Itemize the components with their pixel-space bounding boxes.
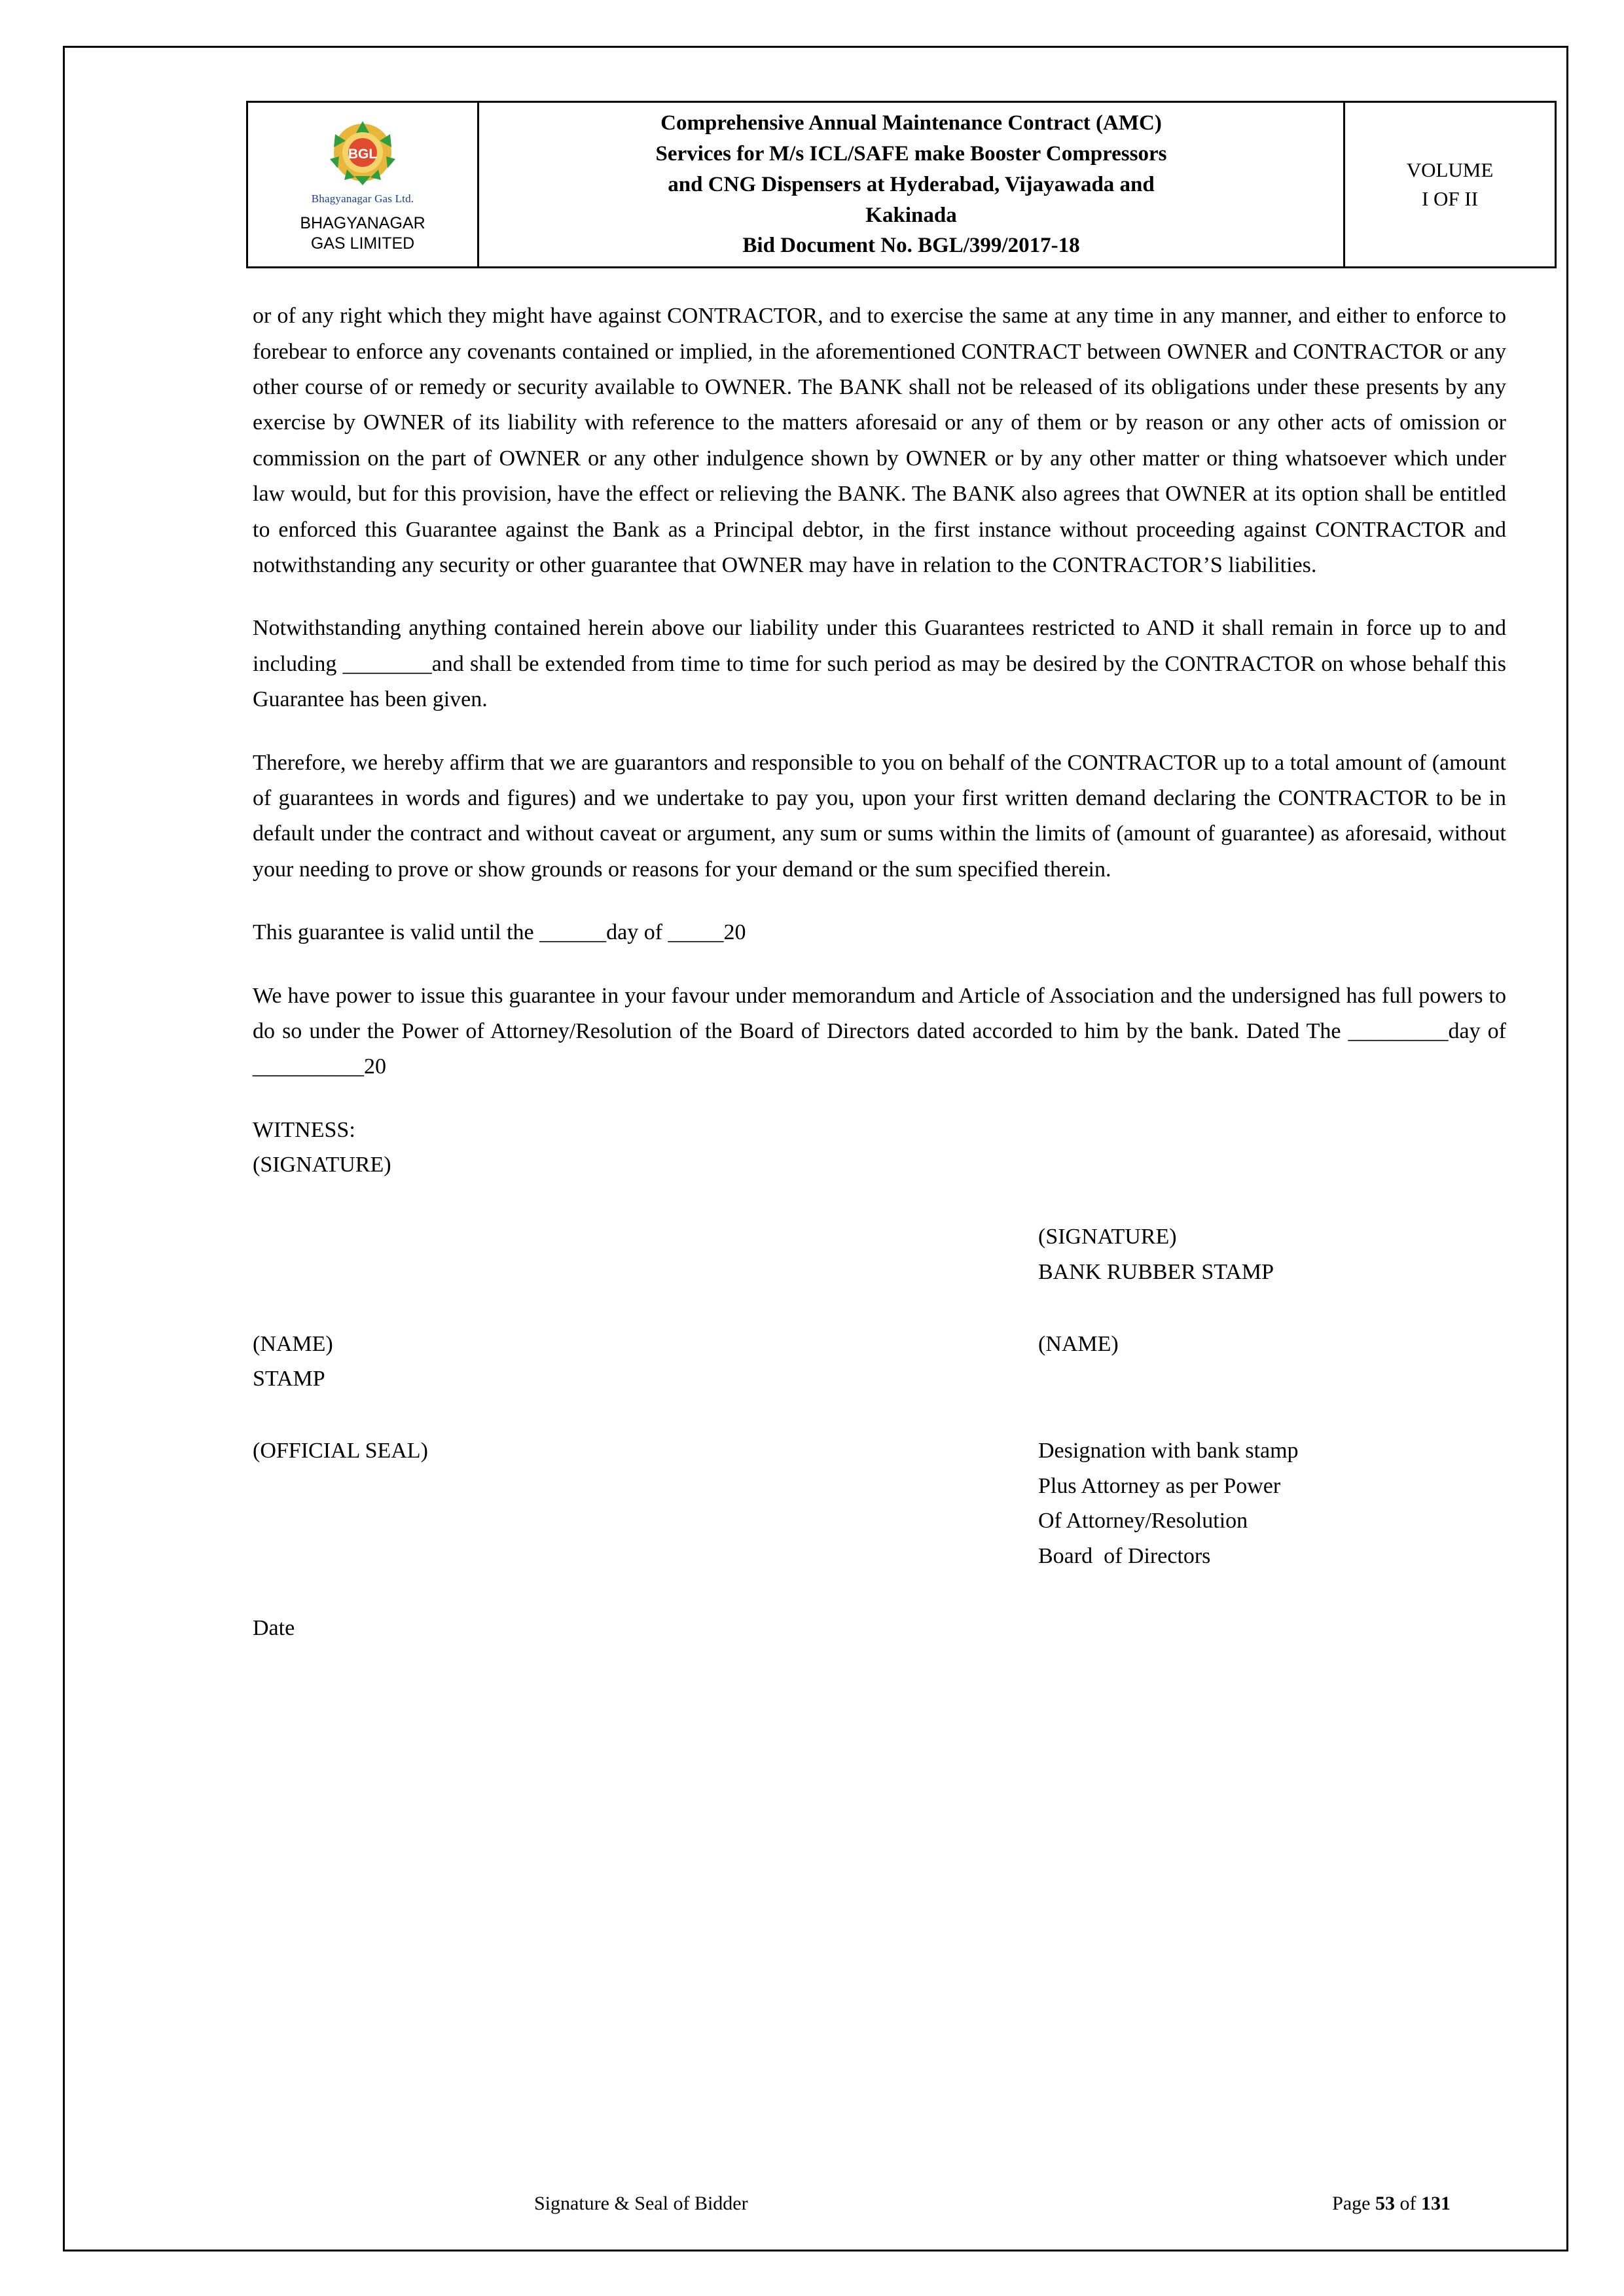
logo-tagline: Bhagyanagar Gas Ltd. xyxy=(311,192,414,206)
signature-left-column-1 xyxy=(253,1113,1038,1183)
signature-spacer-2 xyxy=(253,1290,1506,1327)
witness-name-label: (NAME) xyxy=(253,1331,333,1356)
paragraph-power-of-attorney: We have power to issue this guarantee in your favour under memorandum and Article of Association and the undersigned has full powers to do so under the Power of Attorney/Resolution of the Board of Directors dated accorded to him by the bank. Dated The _________day of __________20 xyxy=(253,983,1506,1079)
witness-label: WITNESS: xyxy=(253,1117,355,1142)
signature-right-column-1 xyxy=(1038,1113,1506,1183)
header-bid-document-number: Bid Document No. BGL/399/2017-18 xyxy=(742,234,1080,258)
header-volume-cell xyxy=(1344,102,1556,268)
witness-stamp-label: STAMP xyxy=(253,1367,325,1391)
signature-spacer-3 xyxy=(253,1397,1506,1433)
page-prefix: Page xyxy=(1332,2193,1375,2214)
bgl-emblem-icon xyxy=(323,120,402,190)
designation-line-2: Plus Attorney as per Power xyxy=(1038,1473,1281,1498)
header-title-line-3: and CNG Dispensers at Hyderabad, Vijayawada and xyxy=(668,172,1155,196)
svg-text:BGL: BGL xyxy=(348,147,378,162)
signature-row-3 xyxy=(253,1327,1506,1397)
signature-left-column-5 xyxy=(253,1611,1038,1646)
company-logo xyxy=(255,116,471,253)
official-seal-label: (OFFICIAL SEAL) xyxy=(253,1439,428,1463)
footer-signature-seal: Signature & Seal of Bidder xyxy=(534,2193,748,2214)
page-content xyxy=(63,46,1568,2251)
paragraph-continuation: or of any right which they might have against CONTRACTOR, and to exercise the same at any time in any manner, and either to enforce to forebear to enforce any covenants contained or implied, in the aforementioned CONTRACT between OWNER and CONTRACTOR or any other course of or remedy or security available to OWNER. The BANK shall not be released of its obligations under these presents by any exercise by OWNER of its liability with reference to the matters aforesaid or any of them or by reason or any other acts of omission or commission on the part of OWNER or any other indulgence shown by OWNER or by any other matter or thing whatsoever which under law would, but for this provision, have the effect or relieving the BANK. The BANK also agrees that OWNER at its option shall be entitled to enforced this Guarantee against the Bank as a Principal debtor, in the first instance without proceeding against CONTRACTOR and notwithstanding any security or other guarantee that OWNER may have in relation to the CONTRACTOR’S liabilities. xyxy=(253,304,1506,578)
header-title-cell xyxy=(478,102,1344,268)
date-label: Date xyxy=(253,1615,295,1640)
signature-row-5 xyxy=(253,1611,1506,1646)
bank-rubber-stamp-label: BANK RUBBER STAMP xyxy=(1038,1259,1274,1284)
bank-name-label: (NAME) xyxy=(1038,1331,1119,1356)
signature-left-column-4 xyxy=(253,1433,1038,1574)
designation-line-1: Designation with bank stamp xyxy=(1038,1439,1299,1463)
signature-left-column-3 xyxy=(253,1327,1038,1397)
footer-page-number xyxy=(1332,2193,1451,2215)
header-title-line-1: Comprehensive Annual Maintenance Contract (AMC) xyxy=(660,111,1162,135)
designation-line-3: Of Attorney/Resolution xyxy=(1038,1509,1248,1534)
volume-value: I OF II xyxy=(1421,187,1479,211)
designation-line-4: Board of Directors xyxy=(1038,1544,1211,1569)
header-title-line-4: Kakinada xyxy=(865,203,957,227)
paragraph-validity-date: This guarantee is valid until the ______day of _____20 xyxy=(253,920,746,945)
paragraph-guarantor-affirmation: Therefore, we hereby affirm that we are guarantors and responsible to you on behalf of the CONTRACTOR up to a total amount of (amount of guarantees in words and figures) and we undertake to pay you, upon your first written demand declaring the CONTRACTOR to be in default under the contract and without caveat or argument, any sum or sums within the limits of (amount of guarantee) as aforesaid, without your needing to prove or show grounds or reasons for your demand or the sum specified therein. xyxy=(253,750,1506,882)
page-current: 53 xyxy=(1375,2193,1395,2214)
signature-row-4 xyxy=(253,1433,1506,1574)
signature-spacer-1 xyxy=(253,1183,1506,1219)
header-logo-cell xyxy=(247,102,478,268)
page-total: 131 xyxy=(1421,2193,1451,2214)
signature-spacer-4 xyxy=(253,1574,1506,1611)
header-row xyxy=(247,102,1556,268)
document-header-table xyxy=(246,101,1557,268)
signature-row-1 xyxy=(253,1113,1506,1183)
header-title-line-2: Services for M/s ICL/SAFE make Booster Compressors xyxy=(655,141,1167,166)
page-footer xyxy=(181,2193,1451,2215)
signature-right-column-4 xyxy=(1038,1433,1506,1574)
witness-signature-label: (SIGNATURE) xyxy=(253,1153,391,1177)
signature-right-column-5 xyxy=(1038,1611,1506,1646)
signature-row-2 xyxy=(253,1219,1506,1289)
page-of: of xyxy=(1395,2193,1421,2214)
document-body xyxy=(253,298,1506,1645)
logo-company-name: BHAGYANAGAR GAS LIMITED xyxy=(300,214,425,253)
bank-signature-label: (SIGNATURE) xyxy=(1038,1225,1177,1249)
signature-block xyxy=(253,1113,1506,1646)
signature-left-column-2 xyxy=(253,1219,1038,1289)
volume-label: VOLUME xyxy=(1406,158,1494,182)
paragraph-liability-validity: Notwithstanding anything contained herein above our liability under this Guarantees restricted to AND it shall remain in force up to and including ________and shall be extended from time to time for such period as may be desired by the CONTRACTOR on whose behalf this Guarantee has been given. xyxy=(253,616,1506,712)
signature-right-column-2 xyxy=(1038,1219,1506,1289)
signature-right-column-3 xyxy=(1038,1327,1506,1397)
